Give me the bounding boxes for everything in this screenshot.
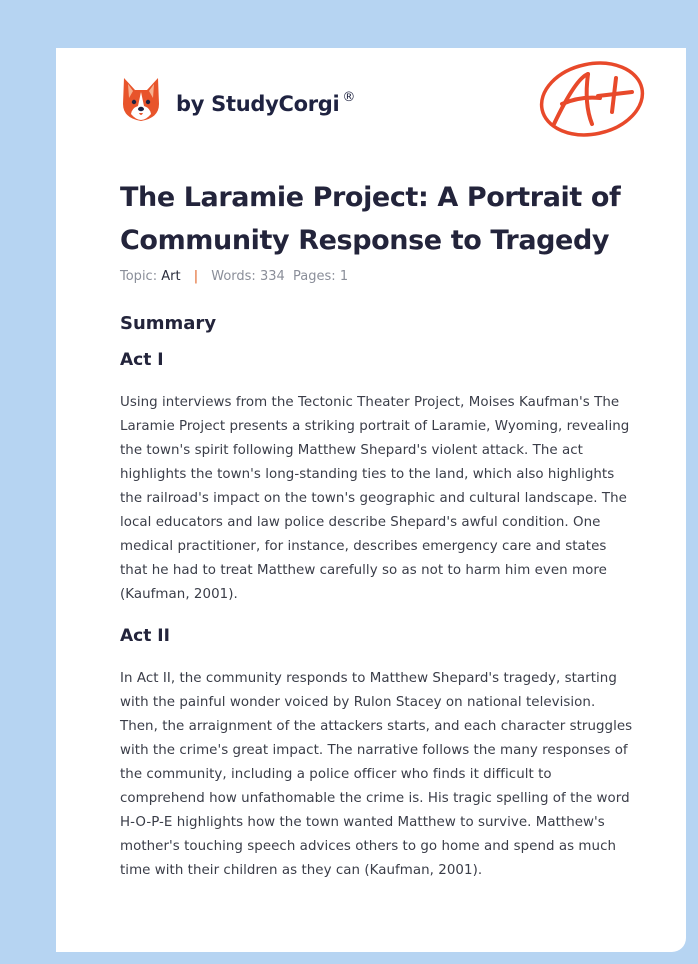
act2-paragraph: In Act II, the community responds to Matthew Shepard's tragedy, starting with the painful wonder voiced by Rulon Stacey on national television. Then, the arraignment of the attackers starts, and each character struggles with the crime's great impact. The narrative follows the many responses of the community, including a police officer who finds it difficult to comprehend how unfathomable the crime is. His tragic spelling of the word H-O-P-E highlights how the town wanted Matthew to survive. Matthew's mother's touching speech advices others to go home and spend as much time with their children as they can (Kaufman, 2001). (120, 671, 633, 878)
words-value: 334 (259, 269, 285, 284)
studycorgi-logo[interactable] (120, 76, 355, 124)
grade-badge-icon (536, 58, 648, 140)
act1-heading: Act I (120, 350, 164, 370)
page-title: The Laramie Project: A Portrait of Community Response to Tragedy (120, 182, 621, 256)
meta-separator: | (193, 269, 199, 284)
document-meta (120, 269, 348, 284)
topic-link[interactable]: Art (161, 269, 181, 284)
act1-paragraph: Using interviews from the Tectonic Theater Project, Moises Kaufman's The Laramie Project presents a striking portrait of Laramie, Wyoming, revealing the town's spirit following Matthew Shepard's violent attack. The act highlights the town's long-standing ties to the land, which also highlights the railroad's impact on the town's geographic and cultural landscape. The local educators and law police describe Shepard's awful condition. One medical practitioner, for instance, describes emergency care and states that he had to treat Matthew carefully so as not to harm him even more (Kaufman, 2001). (120, 395, 630, 602)
summary-heading: Summary (120, 313, 217, 334)
pages-value: 1 (339, 269, 349, 284)
corgi-icon (120, 76, 162, 124)
pages-label: Pages: (293, 269, 336, 284)
brand-name: by StudyCorgi ® (176, 90, 356, 116)
registered-mark: ® (342, 90, 356, 105)
words-label: Words: (211, 269, 256, 284)
topic-label: Topic: (120, 269, 158, 284)
act2-heading: Act II (120, 626, 170, 646)
document-page (56, 48, 686, 952)
